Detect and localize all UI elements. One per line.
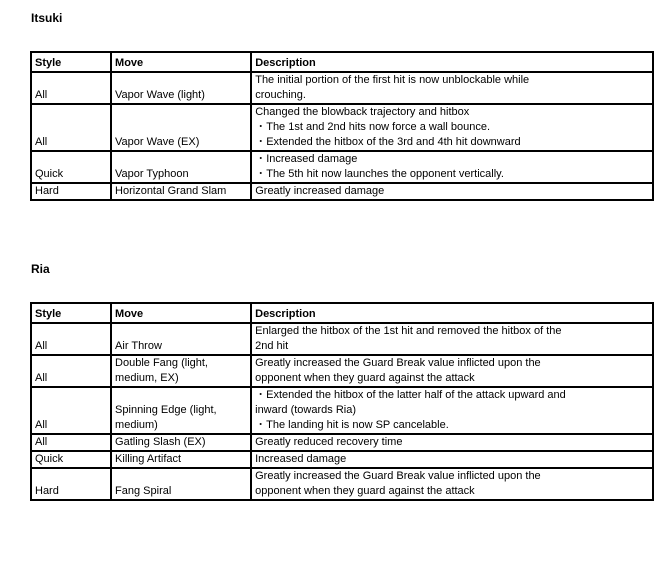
cell-style: Quick: [31, 451, 111, 468]
cell-description: [251, 434, 653, 451]
description-line: ・Extended the hitbox of the 3rd and 4th hit downward: [255, 136, 521, 148]
cell-move: [111, 434, 251, 451]
cell-description: [251, 468, 653, 500]
table-row: [31, 151, 653, 183]
description-line: Enlarged the hitbox of the 1st hit and removed the hitbox of the: [255, 325, 562, 337]
table-row: [31, 355, 653, 387]
cell-description: [251, 387, 653, 434]
move-line: medium): [115, 419, 158, 431]
cell-style: All: [31, 72, 111, 104]
table-row: [31, 323, 653, 355]
table-row: [31, 434, 653, 451]
itsuki-table: [30, 51, 654, 201]
section-title-itsuki: Itsuki: [31, 11, 63, 25]
header-move: Move: [111, 52, 251, 72]
cell-move: [111, 183, 251, 200]
move-line: Horizontal Grand Slam: [115, 185, 227, 197]
cell-style: All: [31, 104, 111, 151]
cell-style: Quick: [31, 151, 111, 183]
cell-description: [251, 104, 653, 151]
description-line: Increased damage: [255, 453, 347, 465]
cell-style: All: [31, 434, 111, 451]
description-line: opponent when they guard against the attack: [255, 485, 475, 497]
description-line: ・The 1st and 2nd hits now force a wall bounce.: [255, 121, 491, 133]
header-style: Style: [31, 52, 111, 72]
table-row: [31, 104, 653, 151]
section-title-ria: Ria: [31, 262, 50, 276]
cell-description: [251, 323, 653, 355]
cell-description: [251, 72, 653, 104]
move-line: Vapor Typhoon: [115, 168, 189, 180]
table-row: [31, 387, 653, 434]
cell-move: [111, 151, 251, 183]
cell-style: All: [31, 323, 111, 355]
table-body: [31, 323, 653, 500]
table-header-row: [31, 303, 653, 323]
move-line: medium, EX): [115, 372, 179, 384]
description-line: Greatly reduced recovery time: [255, 436, 403, 448]
move-line: Gatling Slash (EX): [115, 436, 206, 448]
header-description: Description: [251, 52, 653, 72]
header-description: Description: [251, 303, 653, 323]
description-line: ・The landing hit is now SP cancelable.: [255, 419, 449, 431]
ria-table: [30, 302, 654, 501]
description-line: Greatly increased the Guard Break value inflicted upon the: [255, 357, 541, 369]
cell-move: [111, 387, 251, 434]
header-move: Move: [111, 303, 251, 323]
table-body: [31, 72, 653, 200]
table-row: [31, 183, 653, 200]
table-header-row: [31, 52, 653, 72]
cell-move: [111, 104, 251, 151]
header-style: Style: [31, 303, 111, 323]
table-row: [31, 451, 653, 468]
description-line: ・Extended the hitbox of the latter half of the attack upward and: [255, 389, 566, 401]
description-line: opponent when they guard against the attack: [255, 372, 475, 384]
cell-move: [111, 355, 251, 387]
cell-style: Hard: [31, 183, 111, 200]
cell-move: [111, 72, 251, 104]
description-line: inward (towards Ria): [255, 404, 356, 416]
description-line: Changed the blowback trajectory and hitbox: [255, 106, 470, 118]
cell-move: [111, 451, 251, 468]
cell-move: [111, 323, 251, 355]
cell-style: Hard: [31, 468, 111, 500]
description-line: 2nd hit: [255, 340, 289, 352]
move-line: Killing Artifact: [115, 453, 182, 465]
move-line: Spinning Edge (light,: [115, 404, 217, 416]
description-line: Greatly increased the Guard Break value inflicted upon the: [255, 470, 541, 482]
cell-style: All: [31, 387, 111, 434]
cell-style: All: [31, 355, 111, 387]
cell-description: [251, 355, 653, 387]
move-line: Air Throw: [115, 340, 162, 352]
description-line: ・Increased damage: [255, 153, 358, 165]
description-line: The initial portion of the first hit is now unblockable while: [255, 74, 530, 86]
table-row: [31, 468, 653, 500]
table-row: [31, 72, 653, 104]
cell-move: [111, 468, 251, 500]
cell-description: [251, 151, 653, 183]
description-line: Greatly increased damage: [255, 185, 385, 197]
description-line: ・The 5th hit now launches the opponent vertically.: [255, 168, 504, 180]
cell-description: [251, 451, 653, 468]
cell-description: [251, 183, 653, 200]
move-line: Fang Spiral: [115, 485, 172, 497]
description-line: crouching.: [255, 89, 306, 101]
move-line: Vapor Wave (EX): [115, 136, 200, 148]
move-line: Vapor Wave (light): [115, 89, 205, 101]
move-line: Double Fang (light,: [115, 357, 208, 369]
